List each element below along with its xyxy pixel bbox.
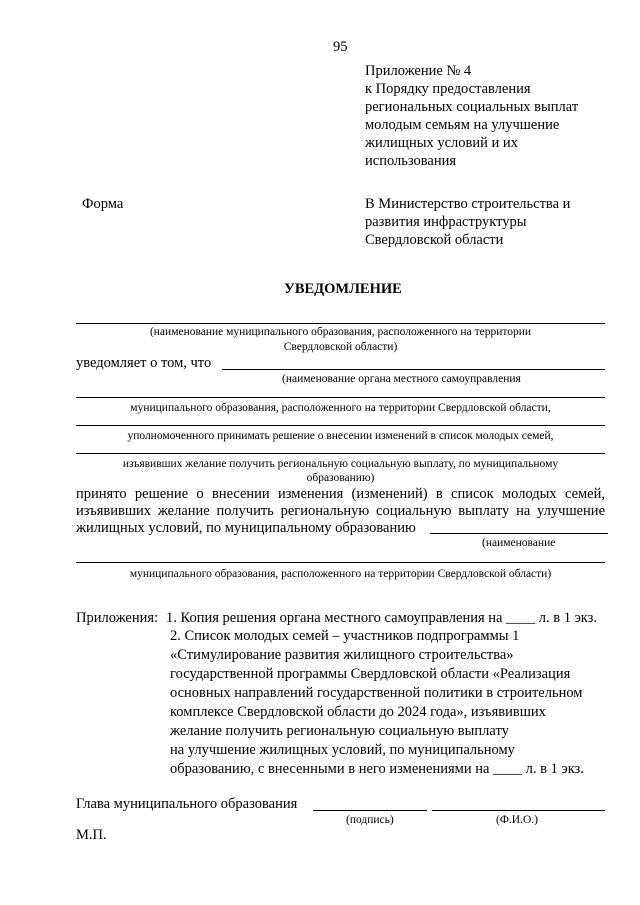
signature-caption: (подпись) (346, 814, 394, 826)
caption-line-5b: образованию) (306, 472, 375, 484)
appendix-line: Приложение № 4 (365, 63, 472, 79)
appendix-block (365, 62, 578, 171)
body-line: жилищных условий, по муниципальному образованию (76, 520, 416, 536)
page-number: 95 (333, 39, 348, 55)
attachment-item-2 (170, 627, 584, 779)
signature-line[interactable] (313, 810, 427, 811)
attachment-item-2-line: комплексе Свердловской области до 2024 года», изъявивших (170, 704, 546, 720)
caption-line-3: муниципального образования, расположенного на территории Свердловской области, (130, 402, 551, 414)
fill-line-5[interactable] (76, 562, 605, 563)
notifies-text: уведомляет о том, что (76, 355, 212, 371)
body-line: принято решение о внесении изменения (изменений) в список молодых семей, (76, 486, 605, 502)
appendix-line: к Порядку предоставления (365, 81, 531, 97)
attachment-item-1: 1. Копия решения органа местного самоуправления на ____ л. в 1 экз. (166, 610, 597, 626)
name-caption: (Ф.И.О.) (496, 814, 538, 826)
addressee-block (365, 195, 570, 250)
addressee-line: Свердловской области (365, 232, 504, 248)
attachment-item-2-line: 2. Список молодых семей – участников подпрограммы 1 (170, 628, 520, 644)
attachment-item-2-line: основных направлений государственной политики в строительном (170, 685, 583, 701)
attachment-item-2-line: на улучшение жилищных условий, по муниципальному (170, 742, 515, 758)
fill-line-4[interactable] (76, 453, 605, 454)
appendix-line: региональных социальных выплат (365, 99, 579, 115)
signature-label: Глава муниципального образования (76, 796, 298, 812)
document-title: УВЕДОМЛЕНИЕ (284, 281, 402, 297)
caption-municipality-1: (наименование муниципального образования, расположенного на территории (149, 326, 532, 338)
fill-line-3[interactable] (76, 425, 605, 426)
caption-line-4: уполномоченного принимать решение о внесении изменений в список молодых семей, (127, 430, 554, 442)
fill-line-authority[interactable] (222, 369, 605, 370)
fill-line-municipality-2[interactable] (430, 533, 608, 534)
caption-authority: (наименование органа местного самоуправления (282, 373, 521, 385)
fill-line-municipality[interactable] (76, 323, 605, 324)
form-label: Форма (82, 196, 124, 212)
attachment-item-2-line: «Стимулирование развития жилищного строительства» (170, 647, 514, 663)
caption-line-5a: изъявивших желание получить региональную социальную выплату, по муниципальному (122, 458, 559, 470)
addressee-line: развития инфраструктуры (365, 214, 527, 230)
name-line[interactable] (432, 810, 605, 811)
attachment-item-2-line: государственной программы Свердловской области «Реализация (170, 666, 571, 682)
appendix-line: использования (365, 153, 457, 169)
body-line: изъявивших желание получить региональную социальную выплату на улучшение (76, 503, 605, 519)
addressee-line: В Министерство строительства и (365, 196, 571, 212)
fill-line-2[interactable] (76, 397, 605, 398)
caption-line-7: муниципального образования, расположенного на территории Свердловской области) (129, 568, 552, 580)
caption-line-6: (наименование (482, 537, 556, 549)
attachment-item-2-line: образованию, с внесенными в него изменениями на ____ л. в 1 экз. (170, 761, 584, 777)
attachment-item-2-line: желание получить региональную социальную выплату (170, 723, 509, 739)
appendix-line: жилищных условий и их (365, 135, 518, 151)
appendix-line: молодым семьям на улучшение (365, 117, 560, 133)
seal-mark: М.П. (76, 827, 107, 843)
caption-municipality-2: Свердловской области) (283, 341, 398, 353)
attachments-label: Приложения: (76, 610, 159, 626)
